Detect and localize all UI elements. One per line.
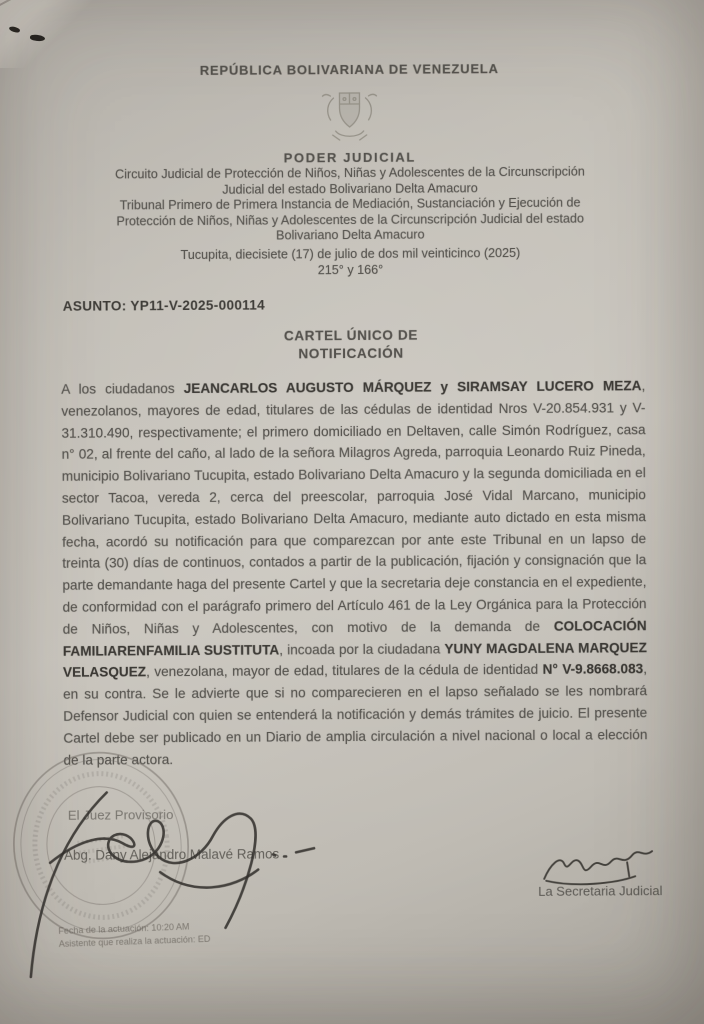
cartel-title: [0, 325, 703, 364]
paper-corner-fold: [0, 0, 92, 68]
years-line: 215° y 166°: [317, 262, 384, 278]
secretary-signature: [530, 838, 670, 887]
judge-name: Abg. Dany Alejandro Malavé Ramos: [64, 846, 280, 863]
poder-judicial-heading: PODER JUDICIAL: [283, 149, 416, 166]
case-number-line: ASUNTO: YP11-V-2025-000114: [62, 297, 266, 314]
republic-heading: REPÚBLICA BOLIVARIANA DE VENEZUELA: [199, 61, 499, 78]
court-description-line: Bolivariano Delta Amacuro: [276, 227, 425, 243]
court-description: [0, 164, 702, 246]
cartel-title-line: NOTIFICACIÓN: [298, 345, 404, 361]
judge-signature: [10, 775, 356, 982]
court-description-line: Protección de Niños, Niñas y Adolescentes de la Circunscripción Judicial del estado: [116, 211, 585, 229]
judge-title: El Juez Provisorio: [67, 807, 174, 823]
coat-of-arms-icon: [320, 86, 378, 148]
court-description-line: Tribunal Primero de Primera Instancia de Mediación, Sustanciación y Ejecución de: [119, 195, 581, 213]
footer-assistant-line: Asistente que realiza la actuación: ED: [58, 933, 211, 949]
cartel-title-line: CARTEL ÚNICO DE: [283, 327, 419, 344]
notification-body: A los ciudadanos JEANCARLOS AUGUSTO MÁRQUEZ y SIRAMSAY LUCERO MEZA, venezolanos, mayores de edad, titulares de las cédulas de identidad Nros V-20.854.931 y V-31.310.490, respectivamente; el primero domiciliado en Deltaven, calle Simón Rodríguez, casa n° 02, al frente del caño, al lado de la señora Milagros Agreda, parroquia Leonardo Ruiz Pineda, municipio Bolivariano Tucupita, estado Bolivariano Delta Amacuro y la segunda domiciliada en el sector Tacoa, vereda 2, cerca del preescolar, parroquia José Vidal Marcano, municipio Bolivariano Tucupita, estado Bolivariano Delta Amacuro, mediante auto dictado en esta misma fecha, acordó su notificación para que comparezcan por ante este Tribunal en un lapso de treinta (30) días de continuos, contados a partir de la publicación, fijación y consignación que la parte demandante haga del presente Cartel y que la secretaria deje constancia en el expediente, de conformidad con el parágrafo primero del Artículo 461 de la Ley Orgánica para la Protección de Niños, Niñas y Adolescentes, con motivo de la demanda de COLOCACIÓN FAMILIARENFAMILIA SUSTITUTA, incoada por la ciudadana YUNY MAGDALENA MARQUEZ VELASQUEZ, venezolana, mayor de edad, titulares de la cédula de identidad N° V-9.8668.083, en su contra. Se le advierte que si no comparecieren en el lapso señalado se les nombrará Defensor Judicial con quien se entenderá la notificación y demás trámites de juicio. El presente Cartel debe ser publicado en un Diario de amplia circulación a nivel nacional o local a elección de la parte actora.: [61, 378, 648, 768]
court-description-line: Judicial del estado Bolivariano Delta Amacuro: [222, 180, 478, 197]
secretary-title: La Secretaria Judicial: [538, 883, 663, 899]
system-footer: [58, 920, 210, 951]
date-line: Tucupita, diecisiete (17) de julio de dos mil veinticinco (2025): [180, 245, 521, 263]
court-description-line: Circuito Judicial de Protección de Niños, Niñas y Adolescentes de la Circunscripción: [115, 164, 585, 182]
footer-timestamp-line: Fecha de la actuación: 10:20 AM: [58, 921, 190, 936]
secretary-signature-block: [510, 838, 690, 899]
